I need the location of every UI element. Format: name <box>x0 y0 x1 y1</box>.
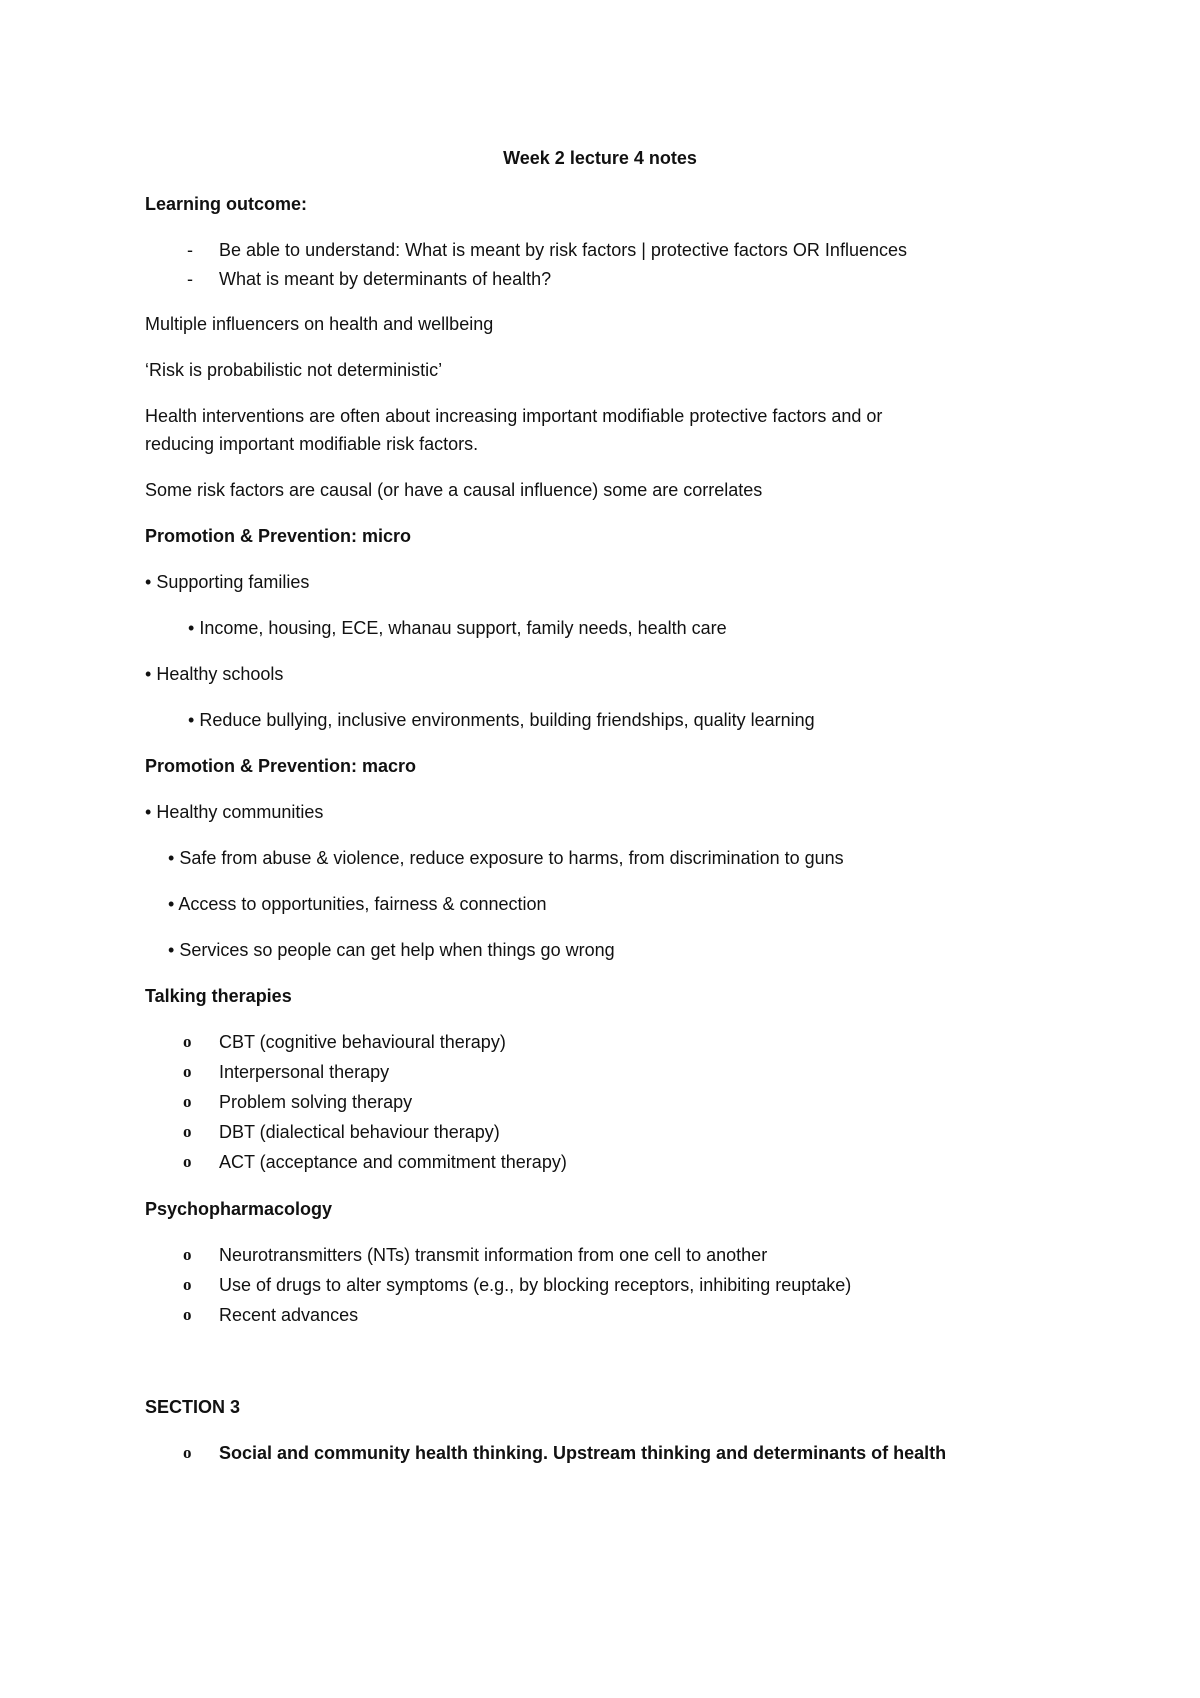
list-item-text: Healthy schools <box>156 664 284 684</box>
macro-heading: Promotion & Prevention: macro <box>145 756 417 776</box>
paragraph: Multiple influencers on health and wellbeing <box>145 314 494 334</box>
o-marker: o <box>183 1275 192 1294</box>
list-item <box>183 1443 947 1464</box>
o-marker: o <box>183 1122 192 1141</box>
list-item-text: Recent advances <box>219 1305 359 1325</box>
o-marker: o <box>183 1152 192 1171</box>
list-item <box>145 572 309 593</box>
list-item <box>183 1305 359 1326</box>
o-marker: o <box>183 1245 192 1264</box>
o-marker: o <box>183 1443 192 1462</box>
list-item <box>168 940 615 961</box>
list-item <box>145 802 323 823</box>
bullet-marker: • <box>145 664 152 684</box>
paragraph: reducing important modifiable risk factors. <box>145 434 479 454</box>
o-marker: o <box>183 1032 192 1051</box>
micro-heading: Promotion & Prevention: micro <box>145 526 412 546</box>
list-item <box>168 894 547 915</box>
section-3-heading: SECTION 3 <box>145 1397 241 1417</box>
bullet-marker: • <box>188 710 195 730</box>
bullet-marker: • <box>145 572 152 592</box>
list-item <box>168 848 844 869</box>
bullet-marker: • <box>168 894 175 914</box>
list-item-text: Income, housing, ECE, whanau support, family needs, health care <box>199 618 727 638</box>
list-item-text: Supporting families <box>156 572 310 592</box>
list-item-text: Problem solving therapy <box>219 1092 413 1112</box>
dash-marker: - <box>187 240 193 260</box>
list-item <box>183 1152 567 1173</box>
paragraph: Health interventions are often about increasing important modifiable protective factors and or <box>145 406 883 426</box>
list-item-text: What is meant by determinants of health? <box>219 269 552 289</box>
list-item-text: CBT (cognitive behavioural therapy) <box>219 1032 506 1052</box>
list-item-text: Access to opportunities, fairness & connection <box>178 894 547 914</box>
list-item <box>187 240 907 261</box>
o-marker: o <box>183 1305 192 1324</box>
paragraph: Some risk factors are causal (or have a causal influence) some are correlates <box>145 480 763 500</box>
list-item <box>183 1032 506 1053</box>
list-item <box>183 1092 413 1113</box>
list-item-text: Social and community health thinking. Upstream thinking and determinants of health <box>219 1443 947 1463</box>
list-item-text: DBT (dialectical behaviour therapy) <box>219 1122 500 1142</box>
bullet-marker: • <box>168 848 175 868</box>
list-item-text: Services so people can get help when things go wrong <box>179 940 615 960</box>
o-marker: o <box>183 1062 192 1081</box>
dash-marker: - <box>187 269 193 289</box>
list-item-text: Neurotransmitters (NTs) transmit information from one cell to another <box>219 1245 768 1265</box>
list-item-text: Interpersonal therapy <box>219 1062 390 1082</box>
list-item-text: Be able to understand: What is meant by risk factors | protective factors OR Influences <box>219 240 907 260</box>
list-item <box>183 1245 768 1266</box>
bullet-marker: • <box>188 618 195 638</box>
o-marker: o <box>183 1092 192 1111</box>
list-item-text: Reduce bullying, inclusive environments, building friendships, quality learning <box>199 710 815 730</box>
list-item <box>183 1062 390 1083</box>
list-item <box>188 618 727 639</box>
psychopharmacology-heading: Psychopharmacology <box>145 1199 333 1219</box>
list-item <box>188 710 815 731</box>
paragraph: ‘Risk is probabilistic not deterministic’ <box>145 360 443 380</box>
bullet-marker: • <box>145 802 152 822</box>
list-item <box>145 664 283 685</box>
list-item-text: ACT (acceptance and commitment therapy) <box>219 1152 567 1172</box>
list-item-text: Healthy communities <box>156 802 324 822</box>
document-title: Week 2 lecture 4 notes <box>503 148 697 168</box>
list-item <box>183 1122 500 1143</box>
list-item <box>187 269 552 290</box>
list-item-text: Safe from abuse & violence, reduce exposure to harms, from discrimination to guns <box>179 848 844 868</box>
list-item <box>183 1275 852 1296</box>
list-item-text: Use of drugs to alter symptoms (e.g., by blocking receptors, inhibiting reuptake) <box>219 1275 852 1295</box>
learning-outcome-heading: Learning outcome: <box>145 194 308 214</box>
bullet-marker: • <box>168 940 175 960</box>
talking-therapies-heading: Talking therapies <box>145 986 292 1006</box>
